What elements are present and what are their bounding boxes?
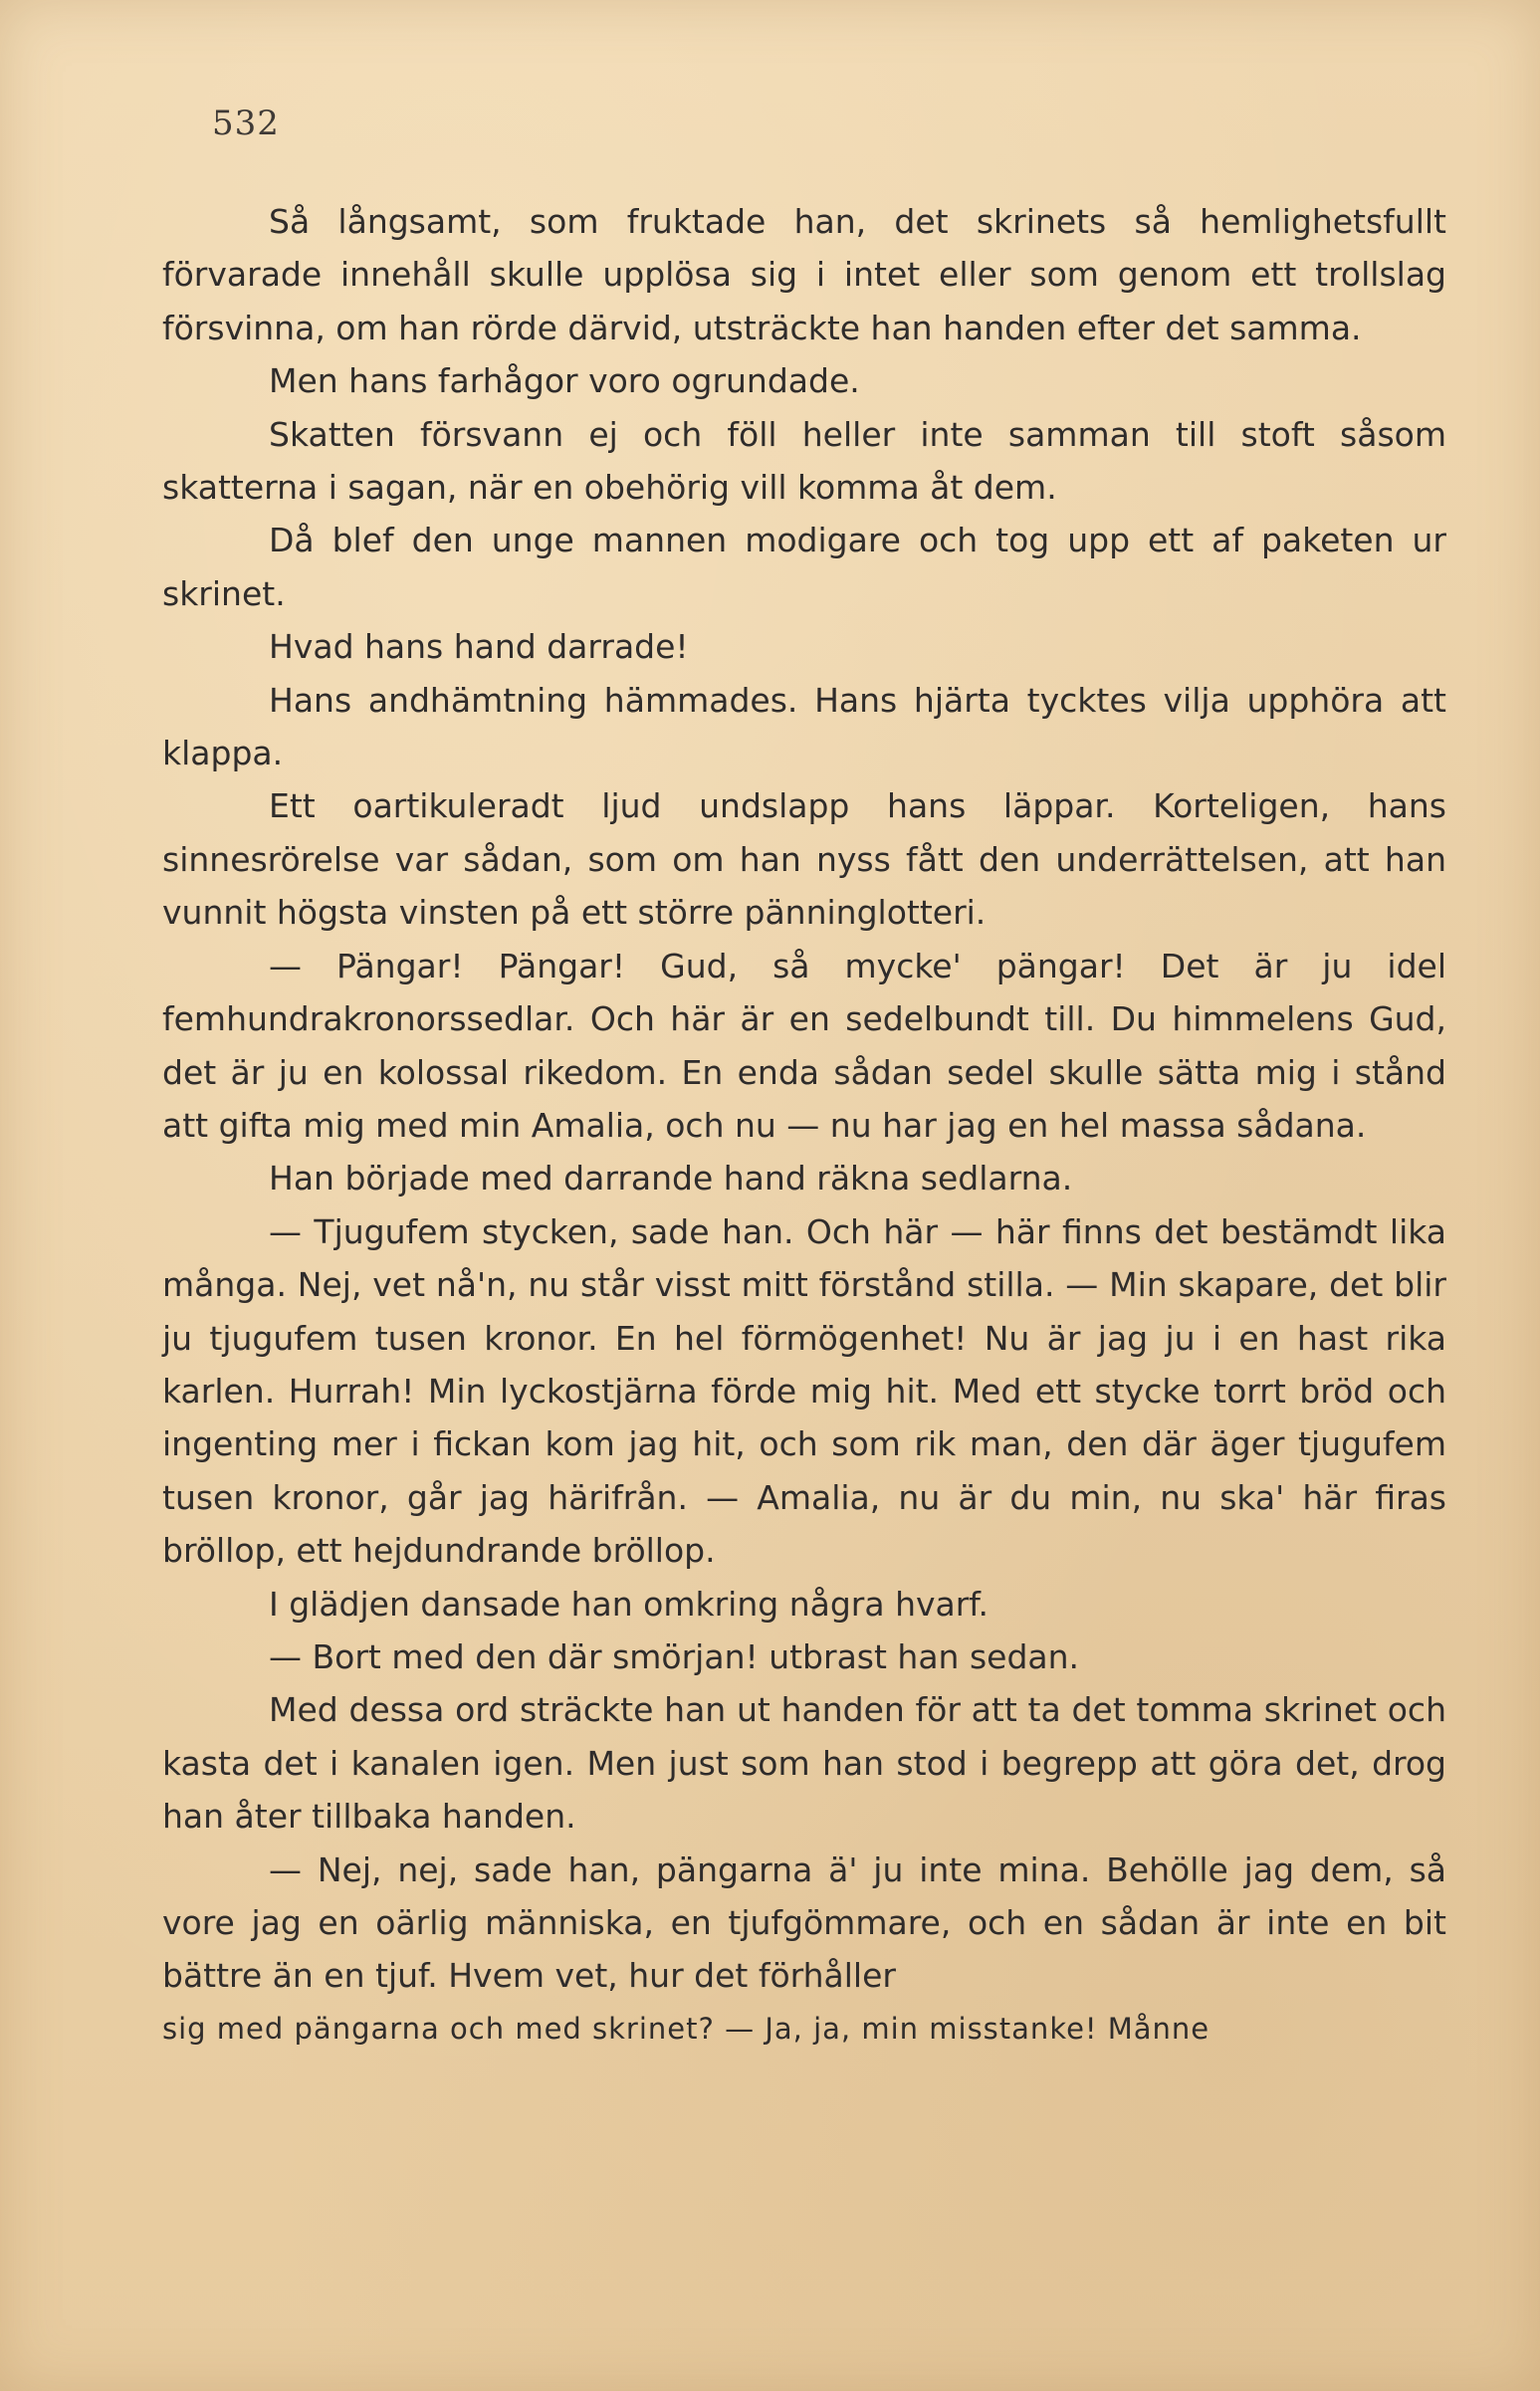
paragraph-12: — Bort med den där smörjan! utbrast han sedan. bbox=[269, 1636, 1080, 1676]
body-text bbox=[162, 195, 1446, 2056]
paragraph-7: Ett oartikuleradt ljud undslapp hans läppar. Korteligen, hans sinnesrörelse var sådan, som om han nyss fått den underrättelsen, att han vunnit högsta vinsten på ett större pänninglotteri. bbox=[162, 786, 1446, 933]
paragraph-4: Då blef den unge mannen modigare och tog upp ett af paketen ur skrinet. bbox=[162, 521, 1446, 613]
paragraph-14: — Nej, nej, sade han, pängarna ä' ju inte mina. Behölle jag dem, så vore jag en oärlig människa, en tjufgömmare, och en sådan är inte en bit bättre än en tjuf. Hvem vet, hur det förhåller bbox=[162, 1849, 1446, 1996]
paragraph-2: Men hans farhågor voro ogrundade. bbox=[269, 361, 860, 401]
paragraph-13: Med dessa ord sträckte han ut handen för att ta det tomma skrinet och kasta det i kanalen igen. Men just som han stod i begrepp att göra det, drog han åter tillbaka handen. bbox=[162, 1690, 1446, 1837]
paragraph-3: Skatten försvann ej och föll heller inte samman till stoft såsom skatterna i sagan, när en obehörig vill komma åt dem. bbox=[162, 414, 1446, 508]
paragraph-5: Hvad hans hand darrade! bbox=[269, 627, 689, 667]
page-number: 532 bbox=[212, 104, 280, 143]
last-line: sig med pängarna och med skrinet? — Ja, ja, min misstanke! Månne bbox=[162, 2011, 1210, 2046]
paragraph-1: Så långsamt, som fruktade han, det skrinets så hemlighetsfullt förvarade innehåll skulle upplösa sig i intet eller som genom ett trollslag försvinna, om han rörde därvid, utsträckte han handen efter det samma. bbox=[162, 202, 1446, 347]
paragraph-8: — Pängar! Pängar! Gud, så mycke' pängar! Det är ju idel femhundrakronorssedlar. Och här är en sedelbundt till. Du himmelens Gud, det är ju en kolossal rikedom. En enda sådan sedel skulle sätta mig i stånd att gifta mig med min Amalia, och nu — nu har jag en hel massa sådana. bbox=[162, 946, 1446, 1145]
paragraph-11: I glädjen dansade han omkring några hvarf. bbox=[269, 1584, 990, 1624]
paragraph-6: Hans andhämtning hämmades. Hans hjärta tycktes vilja upphöra att klappa. bbox=[162, 680, 1446, 773]
paragraph-9: Han började med darrande hand räkna sedlarna. bbox=[269, 1159, 1073, 1198]
paragraph-10: — Tjugufem stycken, sade han. Och här — här finns det bestämdt lika många. Nej, vet nå'n, nu står visst mitt förstånd stilla. — Min skapare, det blir ju tjugufem tusen kronor. En hel förmögenhet! Nu är jag ju i en hast rika karlen. Hurrah! Min lyckostjärna förde mig hit. Med ett stycke torrt bröd och ingenting mer i fickan kom jag hit, och som rik man, den där äger tjugufem tusen kronor, går jag härifrån. — Amalia, nu är du min, nu ska' här firas bröllop, ett hejdundrande bröllop. bbox=[162, 1211, 1446, 1571]
